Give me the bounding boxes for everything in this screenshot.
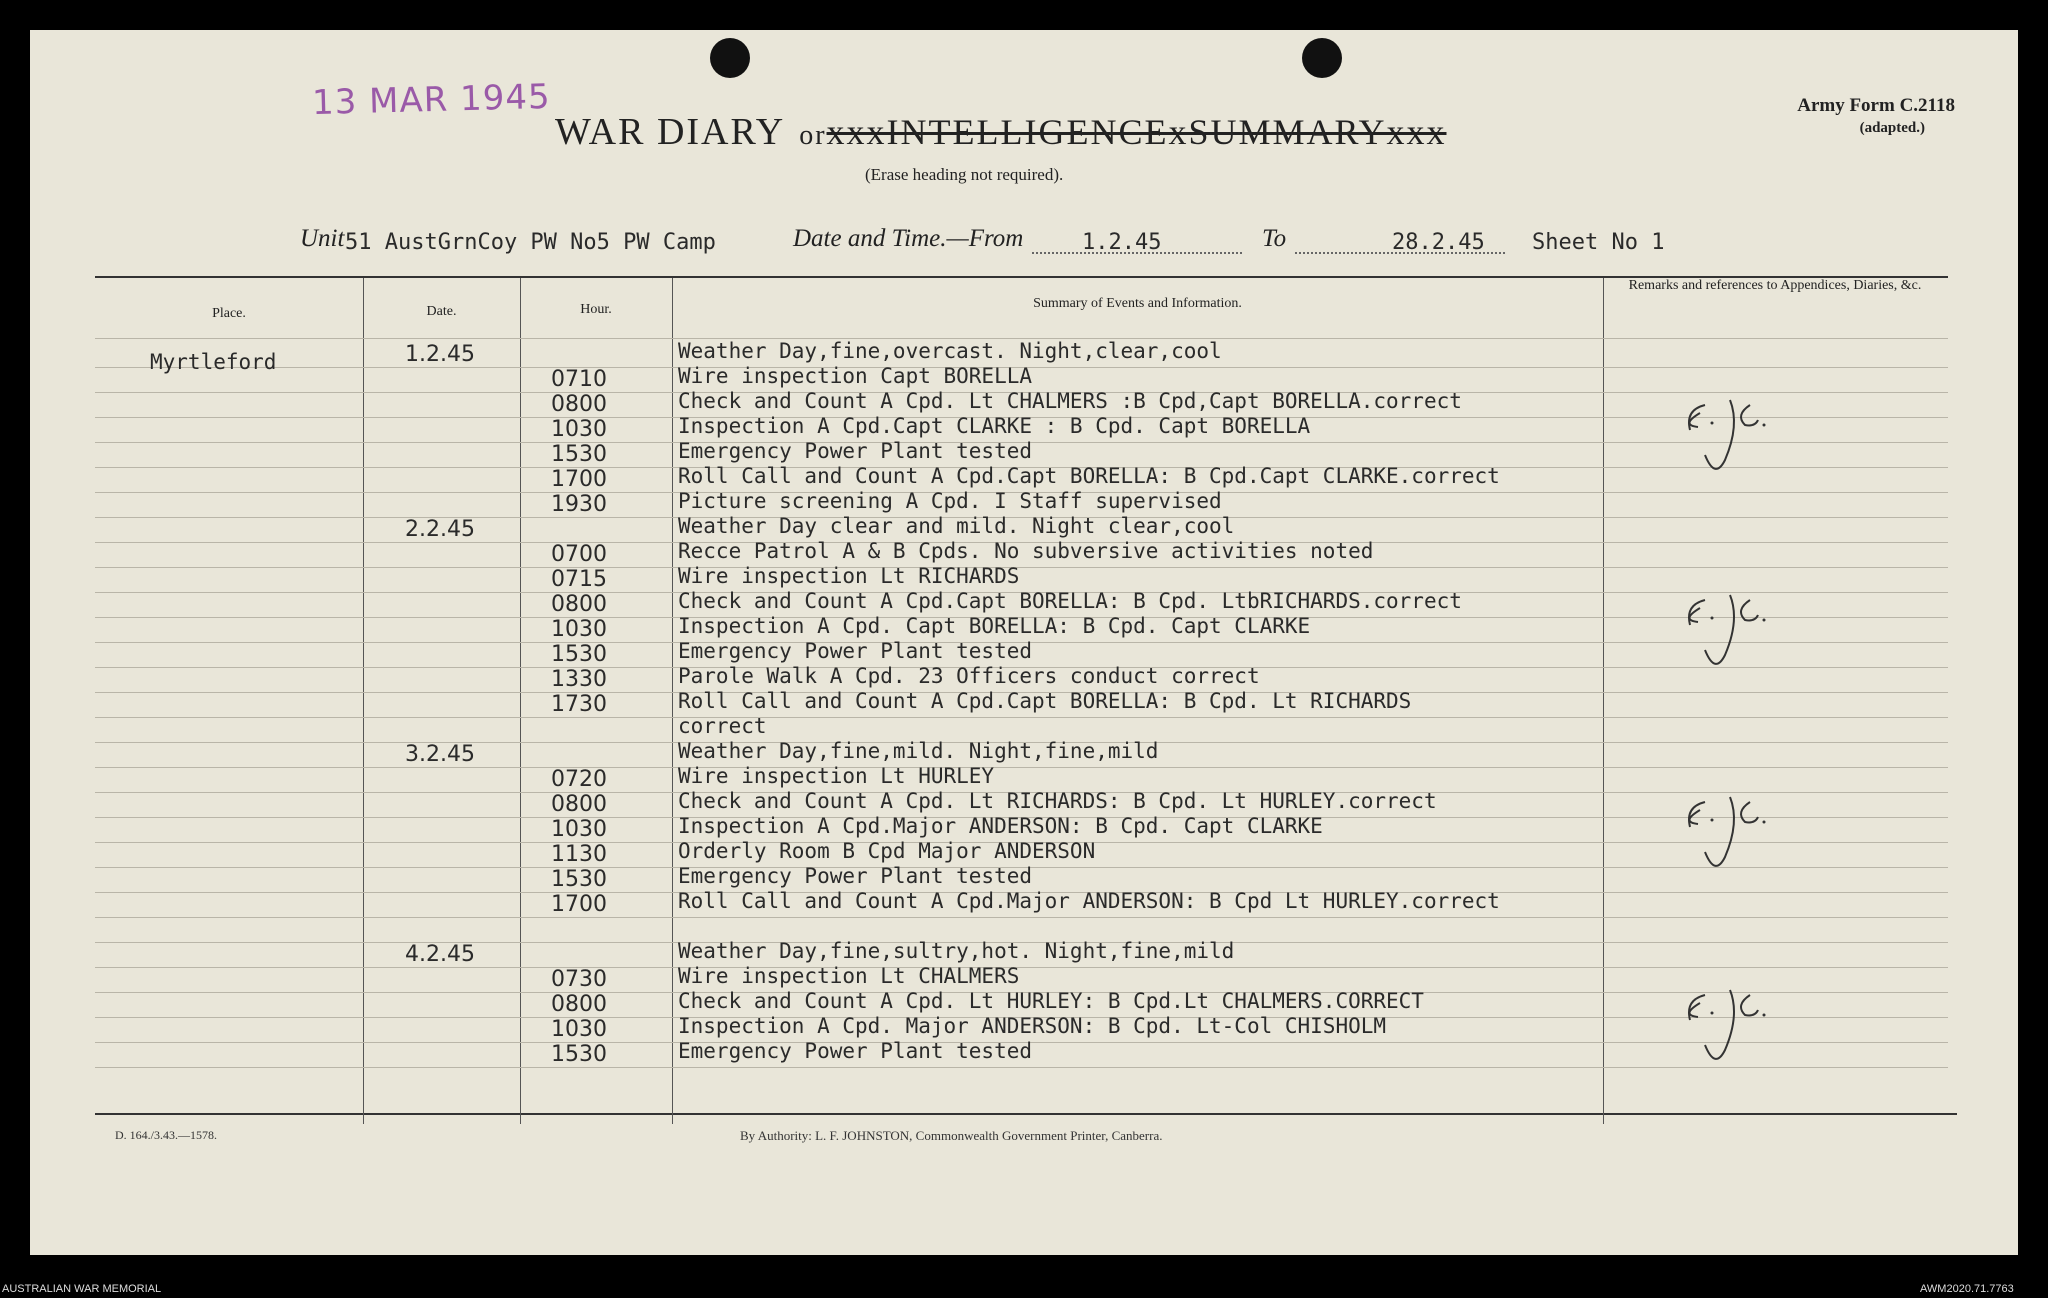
signature-initials [1660,385,1800,485]
entry-date: 3.2.45 [405,742,475,767]
entry-summary: Emergency Power Plant tested [678,864,1033,888]
column-divider [672,278,673,1124]
entry-summary: correct [678,714,767,738]
entry-summary: Inspection A Cpd. Capt BORELLA: B Cpd. Capt CLARKE [678,614,1311,638]
column-header-hour: Hour. [580,302,612,317]
table-bottom-rule [95,1113,1957,1115]
signature-initials [1660,975,1800,1075]
signature-initials [1660,580,1800,680]
entry-hour: 1030 [551,817,607,842]
entry-hour: 1730 [551,692,607,717]
entry-hour: 1330 [551,667,607,692]
entry-summary: Weather Day,fine,sultry,hot. Night,fine,mild [678,939,1235,963]
entry-hour: 1530 [551,642,607,667]
entry-summary: Roll Call and Count A Cpd.Major ANDERSON: B Cpd Lt HURLEY.correct [678,889,1500,913]
entry-summary: Inspection A Cpd.Capt CLARKE : B Cpd. Capt BORELLA [678,414,1311,438]
entry-hour: 1530 [551,867,607,892]
column-divider [1603,278,1604,1124]
title-struck: xxxINTELLIGENCExSUMMARYxxx [826,112,1447,152]
entry-date: 4.2.45 [405,942,475,967]
printer-authority: By Authority: L. F. JOHNSTON, Commonwealth Government Printer, Canberra. [740,1128,1163,1143]
row-rule [95,917,1948,918]
entry-summary: Wire inspection Lt RICHARDS [678,564,1020,588]
entry-hour: 1700 [551,892,607,917]
archive-caption: AUSTRALIAN WAR MEMORIAL [2,1283,162,1295]
sheet-number: Sheet No 1 [1532,230,1665,255]
army-form-adapted: (adapted.) [1859,120,1925,136]
entry-hour: 0700 [551,542,607,567]
column-header-place: Place. [212,306,246,321]
entry-hour: 0720 [551,767,607,792]
entry-hour: 0710 [551,367,607,392]
title-main: WAR DIARY [555,111,786,153]
title-or: or [799,120,827,151]
column-header-summary: Summary of Events and Information. [1033,296,1242,311]
entry-summary: Check and Count A Cpd. Lt HURLEY: B Cpd.Lt CHALMERS.CORRECT [678,989,1424,1013]
signature-icon [1660,385,1800,485]
place-value: Myrtleford [150,350,277,374]
entry-summary: Roll Call and Count A Cpd.Capt BORELLA: B Cpd.Capt CLARKE.correct [678,464,1500,488]
signature-icon [1660,782,1800,882]
erase-note: (Erase heading not required). [865,165,1064,184]
date-stamp: 13 MAR 1945 [311,76,552,124]
to-label: To [1262,225,1287,252]
print-code: D. 164./3.43.—1578. [115,1128,217,1142]
entry-hour: 0715 [551,567,607,592]
punch-hole [710,38,750,78]
entry-summary: Emergency Power Plant tested [678,439,1033,463]
entry-hour: 0800 [551,792,607,817]
entry-date: 2.2.45 [405,517,475,542]
column-header-date: Date. [426,304,457,319]
entry-summary: Weather Day clear and mild. Night clear,cool [678,514,1235,538]
page-title [555,110,1447,154]
entry-summary: Check and Count A Cpd. Lt RICHARDS: B Cpd. Lt HURLEY.correct [678,789,1437,813]
row-rule [95,767,1948,768]
entry-summary: Weather Day,fine,overcast. Night,clear,cool [678,339,1222,363]
row-rule [95,967,1948,968]
entry-date: 1.2.45 [405,342,475,367]
unit-label: Unit [300,225,345,252]
to-value: 28.2.45 [1392,230,1485,255]
entry-summary: Parole Walk A Cpd. 23 Officers conduct correct [678,664,1260,688]
army-form-label: Army Form C.2118 [1797,95,1955,116]
unit-value: 51 AustGrnCoy PW No5 PW Camp [345,230,716,255]
entry-hour: 0800 [551,392,607,417]
signature-initials [1660,782,1800,882]
entry-summary: Orderly Room B Cpd Major ANDERSON [678,839,1096,863]
entry-summary: Wire inspection Lt HURLEY [678,764,995,788]
entry-hour: 1930 [551,492,607,517]
entry-hour: 1530 [551,442,607,467]
date-time-label: Date and Time.—From [793,225,1024,252]
entry-summary: Recce Patrol A & B Cpds. No subversive activities noted [678,539,1374,563]
row-rule [95,567,1948,568]
entry-hour: 1130 [551,842,607,867]
row-rule [95,717,1948,718]
entry-summary: Inspection A Cpd. Major ANDERSON: B Cpd. Lt-Col CHISHOLM [678,1014,1387,1038]
entry-hour: 0800 [551,992,607,1017]
entry-summary: Wire inspection Capt BORELLA [678,364,1033,388]
entry-summary: Picture screening A Cpd. I Staff supervised [678,489,1222,513]
entry-summary: Roll Call and Count A Cpd.Capt BORELLA: B Cpd. Lt RICHARDS [678,689,1412,713]
entry-hour: 0800 [551,592,607,617]
entry-summary: Inspection A Cpd.Major ANDERSON: B Cpd. Capt CLARKE [678,814,1323,838]
entry-summary: Wire inspection Lt CHALMERS [678,964,1020,988]
entry-hour: 1030 [551,417,607,442]
entry-summary: Weather Day,fine,mild. Night,fine,mild [678,739,1159,763]
signature-icon [1660,975,1800,1075]
column-header-remarks: Remarks and references to Appendices, Diaries, &c. [1628,278,1922,293]
from-value: 1.2.45 [1082,230,1162,255]
entry-hour: 0730 [551,967,607,992]
entry-hour: 1700 [551,467,607,492]
entry-hour: 1030 [551,617,607,642]
signature-icon [1660,580,1800,680]
entry-hour: 1030 [551,1017,607,1042]
entry-summary: Emergency Power Plant tested [678,1039,1033,1063]
punch-hole [1302,38,1342,78]
entry-summary: Check and Count A Cpd. Lt CHALMERS :B Cpd,Capt BORELLA.correct [678,389,1462,413]
column-divider [363,278,364,1124]
archive-reference: AWM2020.71.7763 [1920,1283,2014,1295]
entry-summary: Emergency Power Plant tested [678,639,1033,663]
entry-hour: 1530 [551,1042,607,1067]
entry-summary: Check and Count A Cpd.Capt BORELLA: B Cpd. LtbRICHARDS.correct [678,589,1462,613]
